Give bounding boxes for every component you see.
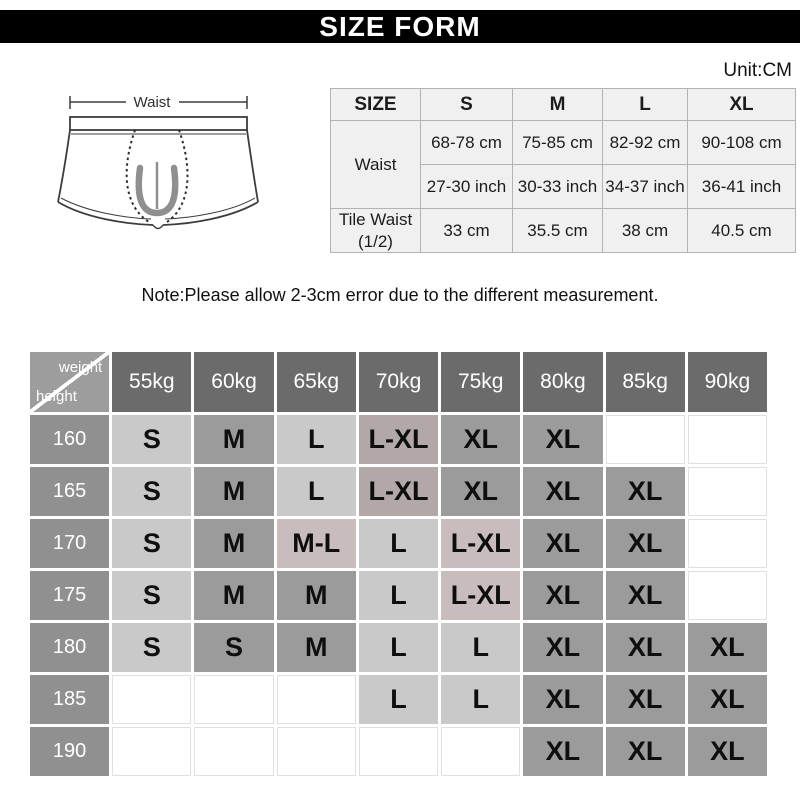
matrix-size-cell: XL xyxy=(688,623,767,672)
waist-cm-cell: 68-78 cm xyxy=(421,121,513,165)
matrix-size-cell: L xyxy=(359,675,438,724)
matrix-size-cell: M xyxy=(277,623,356,672)
matrix-empty-cell xyxy=(112,727,191,776)
matrix-size-cell: M-L xyxy=(277,519,356,568)
boxer-diagram xyxy=(55,92,270,247)
matrix-size-cell: XL xyxy=(606,467,685,516)
size-table xyxy=(330,88,796,253)
matrix-size-cell: S xyxy=(112,571,191,620)
matrix-size-cell: XL xyxy=(523,519,602,568)
size-col-s: S xyxy=(421,89,513,121)
matrix-size-cell: L-XL xyxy=(359,467,438,516)
matrix-weight-header: 90kg xyxy=(688,352,767,412)
size-col-xl: XL xyxy=(688,89,796,121)
tile-waist-label-line2: (1/2) xyxy=(358,231,393,251)
matrix-size-cell: XL xyxy=(523,675,602,724)
matrix-size-cell: M xyxy=(277,571,356,620)
unit-label: Unit:CM xyxy=(723,60,792,81)
matrix-size-cell: L-XL xyxy=(441,571,520,620)
tile-waist-label xyxy=(331,209,421,253)
matrix-weight-header: 60kg xyxy=(194,352,273,412)
waist-dimension-label: Waist xyxy=(133,94,171,111)
matrix-empty-cell xyxy=(688,467,767,516)
matrix-size-cell: XL xyxy=(441,415,520,464)
matrix-empty-cell xyxy=(606,415,685,464)
tile-waist-cell: 40.5 cm xyxy=(688,209,796,253)
matrix-corner-cell xyxy=(30,352,109,412)
matrix-size-cell: M xyxy=(194,571,273,620)
tile-waist-row xyxy=(331,209,796,253)
matrix-height-cell: 170 xyxy=(30,519,109,568)
matrix-empty-cell xyxy=(688,415,767,464)
note-text: Note:Please allow 2-3cm error due to the different measurement. xyxy=(141,285,659,305)
matrix-height-cell: 180 xyxy=(30,623,109,672)
matrix-size-cell: XL xyxy=(523,415,602,464)
waist-inch-cell: 36-41 inch xyxy=(688,165,796,209)
waist-cm-cell: 82-92 cm xyxy=(603,121,688,165)
matrix-empty-cell xyxy=(194,675,273,724)
matrix-empty-cell xyxy=(359,727,438,776)
waist-inch-cell: 27-30 inch xyxy=(421,165,513,209)
matrix-size-cell: S xyxy=(112,519,191,568)
matrix-size-cell: XL xyxy=(606,519,685,568)
corner-height-label: height xyxy=(36,388,77,405)
matrix-empty-cell xyxy=(441,727,520,776)
matrix-size-cell: XL xyxy=(523,623,602,672)
matrix-size-cell: L xyxy=(277,415,356,464)
tile-waist-label-line1: Tile Waist xyxy=(338,210,413,230)
matrix-size-cell: XL xyxy=(441,467,520,516)
matrix-empty-cell xyxy=(277,675,356,724)
matrix-size-cell: L xyxy=(359,519,438,568)
matrix-size-cell: L xyxy=(277,467,356,516)
matrix-weight-header: 65kg xyxy=(277,352,356,412)
matrix-size-cell: S xyxy=(194,623,273,672)
matrix-empty-cell xyxy=(112,675,191,724)
matrix-size-cell: L xyxy=(359,571,438,620)
corner-weight-label: weight xyxy=(58,359,103,376)
waist-cm-row xyxy=(331,121,796,165)
matrix-height-cell: 160 xyxy=(30,415,109,464)
matrix-size-cell: XL xyxy=(523,467,602,516)
matrix-size-cell: XL xyxy=(606,727,685,776)
matrix-size-cell: XL xyxy=(688,675,767,724)
matrix-size-cell: M xyxy=(194,467,273,516)
matrix-empty-cell xyxy=(688,519,767,568)
waist-row-label: Waist xyxy=(331,121,421,209)
waist-inch-cell: 34-37 inch xyxy=(603,165,688,209)
matrix-height-cell: 175 xyxy=(30,571,109,620)
matrix-weight-header: 80kg xyxy=(523,352,602,412)
matrix-height-cell: 185 xyxy=(30,675,109,724)
page-title: SIZE FORM xyxy=(319,10,481,42)
matrix-size-cell: S xyxy=(112,467,191,516)
boxer-briefs-icon xyxy=(55,92,270,247)
matrix-weight-header: 55kg xyxy=(112,352,191,412)
matrix-size-cell: L-XL xyxy=(359,415,438,464)
matrix-weight-header: 75kg xyxy=(441,352,520,412)
matrix-height-cell: 190 xyxy=(30,727,109,776)
tile-waist-cell: 38 cm xyxy=(603,209,688,253)
tile-waist-cell: 33 cm xyxy=(421,209,513,253)
matrix-empty-cell xyxy=(688,571,767,620)
size-header-cell: SIZE xyxy=(331,89,421,121)
matrix-size-cell: XL xyxy=(606,571,685,620)
matrix-size-cell: L xyxy=(441,675,520,724)
matrix-empty-cell xyxy=(277,727,356,776)
matrix-size-cell: XL xyxy=(688,727,767,776)
banner xyxy=(0,10,800,43)
matrix-size-cell: L-XL xyxy=(441,519,520,568)
matrix-size-cell: L xyxy=(359,623,438,672)
size-table-header-row xyxy=(331,89,796,121)
size-col-m: M xyxy=(513,89,603,121)
size-col-l: L xyxy=(603,89,688,121)
matrix-size-cell: XL xyxy=(606,675,685,724)
matrix-weight-header: 70kg xyxy=(359,352,438,412)
matrix-height-cell: 165 xyxy=(30,467,109,516)
matrix-size-cell: XL xyxy=(523,727,602,776)
matrix-weight-header: 85kg xyxy=(606,352,685,412)
matrix-size-cell: XL xyxy=(606,623,685,672)
waist-inch-cell: 30-33 inch xyxy=(513,165,603,209)
matrix-size-cell: M xyxy=(194,415,273,464)
height-weight-matrix xyxy=(30,352,767,776)
matrix-size-cell: S xyxy=(112,623,191,672)
matrix-size-cell: M xyxy=(194,519,273,568)
matrix-empty-cell xyxy=(194,727,273,776)
matrix-size-cell: L xyxy=(441,623,520,672)
waist-cm-cell: 90-108 cm xyxy=(688,121,796,165)
waist-cm-cell: 75-85 cm xyxy=(513,121,603,165)
tile-waist-cell: 35.5 cm xyxy=(513,209,603,253)
matrix-size-cell: S xyxy=(112,415,191,464)
matrix-size-cell: XL xyxy=(523,571,602,620)
